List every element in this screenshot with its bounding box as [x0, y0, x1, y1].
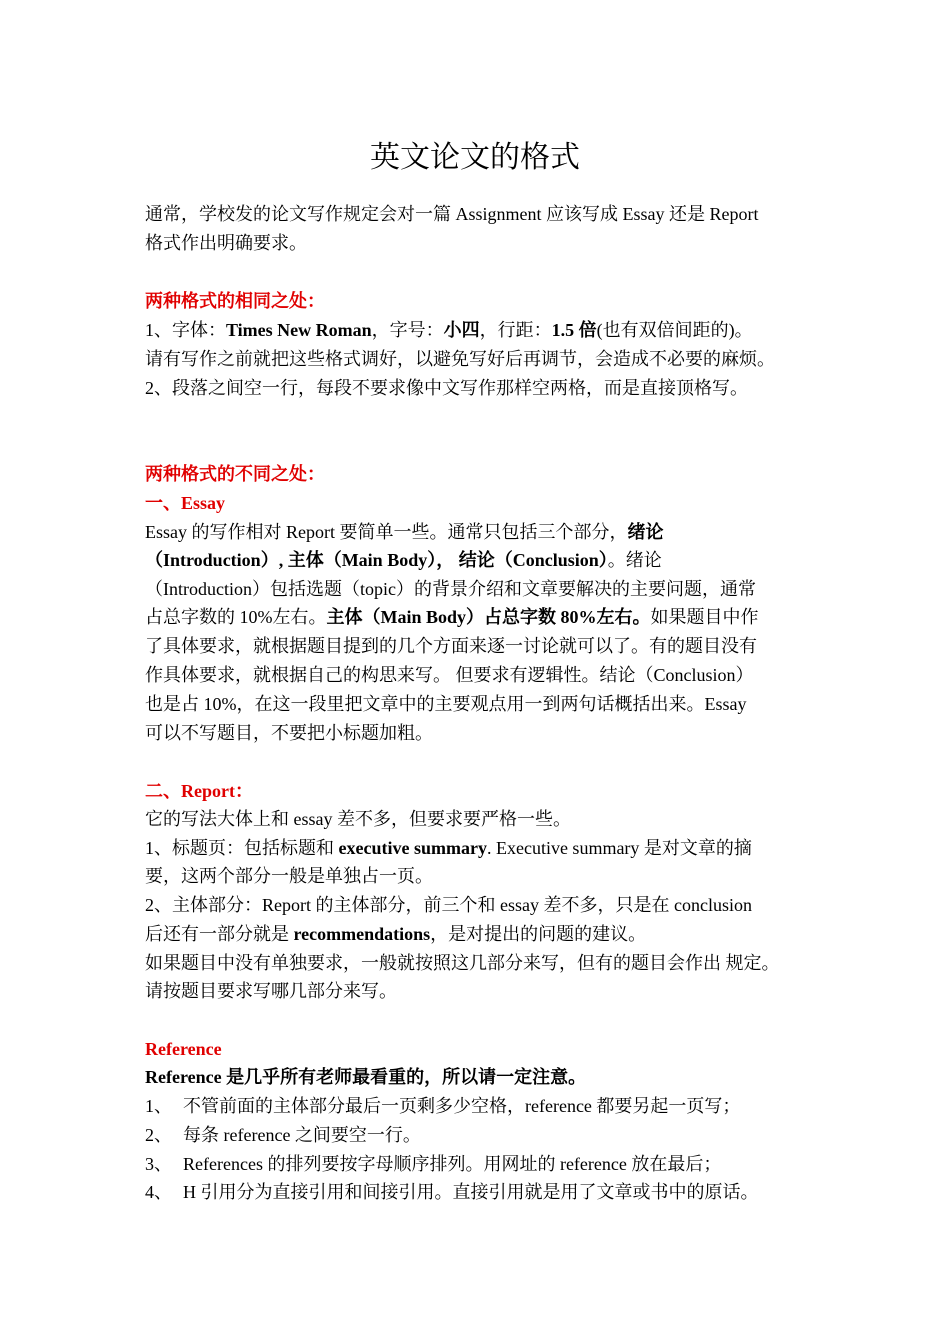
reference-item-2: [145, 1121, 421, 1149]
bold-span: （Introduction）, 主体（Main Body）， 结论（Conclusion）: [145, 550, 608, 570]
list-number: 4、: [145, 1182, 172, 1202]
bold-span: 1.5 倍: [551, 320, 597, 340]
report-line-4: 2、主体部分：Report 的主体部分，前三个和 essay 差不多，只是在 conclusion: [145, 895, 752, 915]
list-number: 1、: [145, 1096, 172, 1116]
essay-line-5: 了具体要求，就根据题目提到的几个方面来逐一讨论就可以了。有的题目没有: [145, 636, 757, 656]
reference-heading: Reference: [145, 1039, 222, 1059]
bold-span: 小四: [443, 320, 480, 340]
essay-line-3: （Introduction）包括选题（topic）的背景介绍和文章要解决的主要问题，通常: [145, 579, 756, 599]
text-span: 占总字数的 10%左右。: [145, 607, 327, 627]
report-line-2: [145, 834, 752, 862]
same-line-2: 请有写作之前就把这些格式调好，以避免写好后再调节，会造成不必要的麻烦。: [145, 349, 775, 369]
essay-heading: 一、Essay: [145, 493, 226, 513]
essay-line-4: [145, 603, 759, 631]
bold-span: executive summary: [338, 838, 487, 858]
reference-item-3: [145, 1150, 721, 1178]
text-span: ，是对提出的问题的建议。: [430, 924, 647, 944]
report-line-3: 要，这两个部分一般是单独占一页。: [145, 866, 433, 886]
text-span: 1、标题页：包括标题和: [145, 838, 339, 858]
document-title: 英文论文的格式: [370, 141, 580, 174]
report-line-5: [145, 920, 646, 948]
essay-line-2: [145, 546, 662, 574]
reference-item-1: [145, 1092, 740, 1120]
text-span: . Executive summary 是对文章的摘: [486, 838, 752, 858]
same-line-1: [145, 316, 753, 344]
text-span: ，字号：: [371, 320, 444, 340]
essay-line-8: 可以不写题目，不要把小标题加粗。: [145, 723, 433, 743]
list-text: H 引用分为直接引用和间接引用。直接引用就是用了文章或书中的原话。: [183, 1182, 759, 1202]
report-line-1: 它的写法大体上和 essay 差不多，但要求要严格一些。: [145, 809, 571, 829]
bold-span: 绪论: [627, 522, 664, 542]
essay-line-7: 也是占 10%，在这一段里把文章中的主要观点用一到两句话概括出来。Essay: [145, 694, 747, 714]
list-number: 3、: [145, 1154, 172, 1174]
text-span: 。绪论: [607, 550, 662, 570]
reference-bold-line: Reference 是几乎所有老师最看重的，所以请一定注意。: [145, 1067, 587, 1087]
intro-line-1: 通常，学校发的论文写作规定会对一篇 Assignment 应该写成 Essay 还是 Report: [145, 204, 759, 224]
report-line-7: 请按题目要求写哪几部分来写。: [145, 981, 397, 1001]
same-line-3: 2、段落之间空一行，每段不要求像中文写作那样空两格，而是直接顶格写。: [145, 378, 748, 398]
list-text: 不管前面的主体部分最后一页剩多少空格，reference 都要另起一页写；: [183, 1096, 741, 1116]
list-text: 每条 reference 之间要空一行。: [183, 1125, 421, 1145]
bold-span: Times New Roman: [226, 320, 372, 340]
text-span: (也有双倍间距的)。: [596, 320, 753, 340]
intro-line-2: 格式作出明确要求。: [145, 233, 307, 253]
list-number: 2、: [145, 1125, 172, 1145]
text-span: 后还有一部分就是: [145, 924, 294, 944]
report-heading: 二、Report：: [145, 781, 253, 801]
text-span: 1、字体：: [145, 320, 226, 340]
reference-item-4: [145, 1178, 759, 1206]
bold-span: 主体（Main Body）占总字数 80%左右。: [326, 607, 651, 627]
diff-heading: 两种格式的不同之处：: [145, 464, 325, 484]
list-text: References 的排列要按字母顺序排列。用网址的 reference 放在最后；: [183, 1154, 722, 1174]
essay-line-1: [145, 518, 663, 546]
essay-line-6: 作具体要求，就根据自己的构思来写。 但要求有逻辑性。结论（Conclusion）: [145, 665, 754, 685]
text-span: ，行距：: [479, 320, 552, 340]
report-line-6: 如果题目中没有单独要求，一般就按照这几部分来写，但有的题目会作出 规定。: [145, 953, 780, 973]
same-heading: 两种格式的相同之处：: [145, 291, 325, 311]
text-span: 如果题目中作: [650, 607, 759, 627]
bold-span: recommendations: [293, 924, 431, 944]
text-span: Essay 的写作相对 Report 要简单一些。通常只包括三个部分，: [145, 522, 628, 542]
